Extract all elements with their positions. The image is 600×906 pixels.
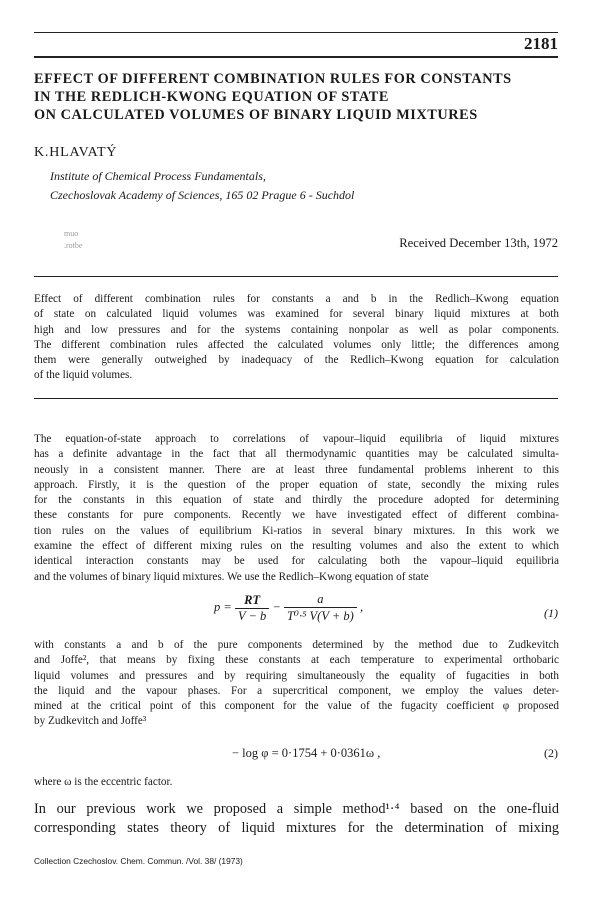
body-line: has a definite advantage in the fact that all thermodynamic quantities may be calculated simulta- xyxy=(34,448,559,461)
intro-paragraph xyxy=(34,432,559,585)
abstract-line: of state on calculated liquid volumes was examined for several binary liquid mixtures at both xyxy=(34,308,559,321)
large-body-line: In our previous work we proposed a simple method¹·⁴ based on the one-fluid xyxy=(34,801,559,817)
eq1-lhs: p = xyxy=(214,599,232,614)
body-line: these constants for pure components. Recently we have investigated effect of different combina- xyxy=(34,509,559,522)
received-date: Received December 13th, 1972 xyxy=(399,236,558,250)
body-line: with constants a and b of the pure components determined by the method due to Zudkevitch xyxy=(34,639,559,651)
eq1-fraction-2 xyxy=(284,592,357,624)
body-line: by Zudkevitch and Joffe³ xyxy=(34,715,147,728)
eq1-fraction-1 xyxy=(235,593,269,624)
equation-1 xyxy=(214,592,363,624)
abstract-top-rule xyxy=(34,276,558,277)
body-line: for the constants in this equation of state and thirdly the procedure adopted for determining xyxy=(34,494,559,507)
equation-2: − log φ = 0·1754 + 0·0361ω , xyxy=(232,746,381,760)
title-line: IN THE REDLICH-KWONG EQUATION OF STATE xyxy=(34,89,389,105)
top-rule xyxy=(34,32,558,33)
abstract-line: The different combination rules affected the calculated volumes only little; the differences among xyxy=(34,338,559,351)
paragraph-after-equation-1 xyxy=(34,638,559,730)
body-line: and the volumes of binary liquid mixtures. We use the Redlich–Kwong equation of state xyxy=(34,570,429,583)
author-name: K.HLAVATÝ xyxy=(34,145,118,160)
abstract-line: of the liquid volumes. xyxy=(34,369,133,382)
body-line: the liquid and the vapour phases. For a supercritical component, we employ the values deter- xyxy=(34,684,559,697)
body-line: The equation-of-state approach to correlations of vapour–liquid equilibria of liquid mixtures xyxy=(34,433,559,445)
stamp-line: muo xyxy=(64,229,79,238)
large-paragraph xyxy=(34,800,559,838)
body-line: approach. Firstly, it is the question of the proper equation of state, secondly the mixing rules xyxy=(34,478,559,491)
where-clause: where ω is the eccentric factor. xyxy=(34,776,173,788)
eq1-denominator-2: T⁰·⁵ V(V + b) xyxy=(286,609,354,623)
equation-1-number: (1) xyxy=(544,606,558,620)
eq1-minus: − xyxy=(272,599,281,614)
equation-2-number: (2) xyxy=(544,746,558,760)
eq1-comma: , xyxy=(359,599,364,614)
journal-footer: Collection Czechoslov. Chem. Commun. /Vol. 38/ (1973) xyxy=(34,856,243,866)
body-line: tion rules on the values of equilibrium Ki-ratios in several binary mixtures. In this work we xyxy=(34,524,559,537)
stamp-line: .rotbe xyxy=(64,241,83,250)
abstract-bottom-rule xyxy=(34,398,558,399)
eq1-denominator-1: V − b xyxy=(237,608,267,623)
eq1-numerator-2: a xyxy=(284,592,357,608)
title-line: ON CALCULATED VOLUMES OF BINARY LIQUID MIXTURES xyxy=(34,107,478,123)
affiliation-line: Czechoslovak Academy of Sciences, 165 02 Prague 6 - Suchdol xyxy=(50,188,355,202)
abstract-line: high and low pressures and for the systems containing nonpolar as well as polar components. xyxy=(34,323,559,336)
article-title xyxy=(34,70,564,124)
faint-stamp xyxy=(64,228,82,252)
title-line: EFFECT OF DIFFERENT COMBINATION RULES FOR CONSTANTS xyxy=(34,71,512,87)
body-line: mined at the critical point of this component for the value of the fugacity coefficient φ proposed xyxy=(34,700,559,713)
large-body-line: corresponding states theory of liquid mixtures for the determination of mixing xyxy=(34,820,559,836)
header-rule xyxy=(34,56,558,58)
eq1-numerator-1: RT xyxy=(235,593,269,609)
abstract xyxy=(34,292,559,384)
page-number: 2181 xyxy=(524,34,558,53)
body-line: and Joffe², that means by fixing these constants at each temperature to experimental orthobaric xyxy=(34,654,559,667)
body-line: neously in a consistent manner. There are at least three fundamental problems inherent to this xyxy=(34,463,559,476)
body-line: liquid volumes and pressures and by requiring simultaneously the equality of fugacities in both xyxy=(34,669,559,682)
affiliation xyxy=(50,167,354,205)
body-line: identical interaction constants may be used for calculating both the vapour–liquid equilibria xyxy=(34,555,559,568)
abstract-line: Effect of different combination rules for constants a and b in the Redlich–Kwong equation xyxy=(34,293,559,305)
body-line: examine the effect of different mixing rules on the resulting volumes and also the extent to which xyxy=(34,540,559,553)
affiliation-line: Institute of Chemical Process Fundamentals, xyxy=(50,169,266,183)
abstract-line: them were generally outweighed by inadequacy of the Redlich–Kwong equation for calculation xyxy=(34,354,559,367)
